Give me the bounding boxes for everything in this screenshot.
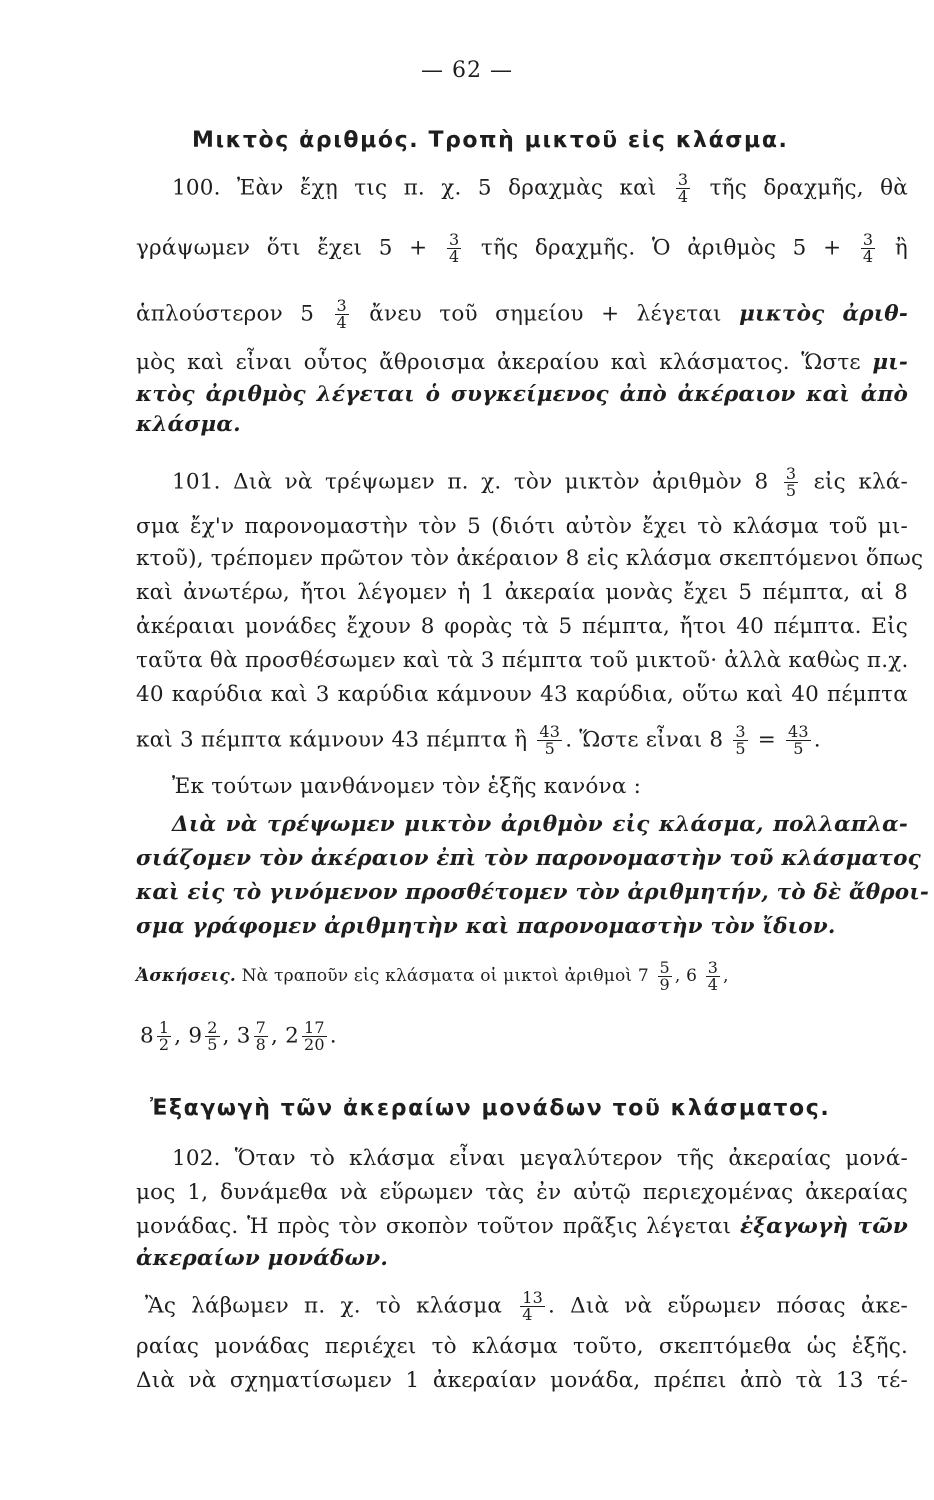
paragraph-101-line-6: ταῦτα θὰ προσθέσωμεν καὶ τὰ 3 πέμπτα τοῦ μικτοῦ· ἀλλὰ καθὼς π.χ. [136,648,909,673]
fraction-3-5: $\frac{3}{5}$ [735,722,746,758]
paragraph-102-line-3: μονάδας. Ἡ πρὸς τὸν σκοπὸν τοῦτον πρᾶξις λέγεται ἐξαγωγὴ τῶν [136,1214,908,1239]
page-number: — 62 — [421,58,513,83]
paragraph-100-line-1: 100. Ἐὰν ἔχῃ τις π. χ. 5 δραχμὰς καὶ $\frac{3}{4}$ τῆς δραχμῆς, θὰ [172,170,908,206]
section-heading-mixed-number: Μικτὸς ἀριθμός. Τροπὴ μικτοῦ εἰς κλάσμα. [192,128,789,153]
fraction-43-5: $\frac{43}{5}$ [788,722,809,758]
paragraph-100-line-6: κλάσμα. [136,412,241,437]
fraction-17-20: $\frac{17}{20}$ [303,1018,325,1054]
fraction-3-5: $\frac{3}{5}$ [785,464,797,500]
section-heading-extraction: Ἐξαγωγὴ τῶν ἀκεραίων μονάδων τοῦ κλάσματος. [150,1096,831,1121]
fraction-3-4: $\frac{3}{4}$ [448,230,460,266]
fraction-3-4: $\frac{3}{4}$ [862,230,874,266]
paragraph-100-line-2: γράψωμεν ὅτι ἔχει 5 + $\frac{3}{4}$ τῆς δραχμῆς. Ὁ ἀριθμὸς 5 + $\frac{3}{4}$ ἢ [136,230,908,266]
fraction-43-5: $\frac{43}{5}$ [539,722,561,758]
paragraph-101-line-8: καὶ 3 πέμπτα κάμνουν 43 πέμπτα ἢ $\frac{43}{5}$ . Ὥστε εἶναι 8 $\frac{3}{5}$ = $\frac{43}{5}$ . [136,722,821,758]
rule-line-4: σμα γράφομεν ἀριθμητὴν καὶ παρονομαστὴν τὸν ἴδιον. [136,914,836,939]
paragraph-101-line-4: καὶ ἀνωτέρω, ἤτοι λέγομεν ἡ 1 ἀκεραία μονὰς ἔχει 5 πέμπτα, αἱ 8 [136,580,908,605]
rule-line-3: καὶ εἰς τὸ γινόμενον προσθέτομεν τὸν ἀριθμητήν, τὸ δὲ ἄθροι- [136,880,930,905]
paragraph-100-line-3: ἁπλούστερον 5 $\frac{3}{4}$ ἄνευ τοῦ σημείου + λέγεται μικτὸς ἀριθ- [136,296,908,332]
exercises-line-2: 8 $\frac{1}{2}$ , 9 $\frac{2}{5}$ , 3 $\frac{7}{8}$ , 2 $\frac{17}{20}$ . [140,1018,337,1054]
fraction-7-8: $\frac{7}{8}$ [255,1018,266,1054]
fraction-13-4: $\frac{13}{4}$ [522,1288,543,1324]
paragraph-101-line-3: κτοῦ), τρέπομεν πρῶτον τὸν ἀκέραιον 8 εἰς κλάσμα σκεπτόμενοι ὅπως [136,546,924,571]
fraction-1-2: $\frac{1}{2}$ [158,1018,170,1054]
paragraph-101-line-2: σμα ἔχ'ν παρονομαστὴν τὸν 5 (διότι αὐτὸν ἔχει τὸ κλάσμα τοῦ μι- [136,514,908,539]
paragraph-102-line-1: 102. Ὅταν τὸ κλάσμα εἶναι μεγαλύτερον τῆς ἀκεραίας μονά- [172,1146,908,1171]
exercises-line-1: Ἀσκήσεις. Νὰ τραποῦν εἰς κλάσματα οἱ μικτοὶ ἀριθμοὶ 7 $\frac{5}{9}$ , 6 $\frac{3}{4}$ , [136,958,729,994]
fraction-3-4: $\frac{3}{4}$ [707,958,719,994]
fraction-3-4: $\frac{3}{4}$ [677,170,689,206]
paragraph-101-line-5: ἀκέραιαι μονάδες ἔχουν 8 φορὰς τὰ 5 πέμπτα, ἤτοι 40 πέμπτα. Εἰς [136,614,908,639]
paragraph-101-line-7: 40 καρύδια καὶ 3 καρύδια κάμνουν 43 καρύδια, οὕτω καὶ 40 πέμπτα [136,682,908,707]
paragraph-100-line-4: μὸς καὶ εἶναι οὗτος ἄθροισμα ἀκεραίου καὶ κλάσματος. Ὥστε μι- [136,350,908,375]
paragraph-102-line-2: μος 1, δυνάμεθα νὰ εὕρωμεν τὰς ἐν αὐτῷ περιεχομένας ἀκεραίας [136,1180,908,1205]
fraction-2-5: $\frac{2}{5}$ [207,1018,218,1054]
paragraph-102-line-5: Ἂς λάβωμεν π. χ. τὸ κλάσμα $\frac{13}{4}$ . Διὰ νὰ εὕρωμεν πόσας ἀκε- [145,1288,908,1324]
rule-line-1: Διὰ νὰ τρέψωμεν μικτὸν ἀριθμὸν εἰς κλάσμα, πολλαπλα- [172,812,908,837]
paragraph-101-line-9: Ἐκ τούτων μανθάνομεν τὸν ἑξῆς κανόνα : [172,774,642,799]
fraction-5-9: $\frac{5}{9}$ [659,958,670,994]
paragraph-101-line-1: 101. Διὰ νὰ τρέψωμεν π. χ. τὸν μικτὸν ἀριθμὸν 8 $\frac{3}{5}$ εἰς κλά- [172,464,908,500]
fraction-3-4: $\frac{3}{4}$ [336,296,347,332]
paragraph-100-line-5: κτὸς ἀριθμὸς λέγεται ὁ συγκείμενος ἀπὸ ἀκέραιον καὶ ἀπὸ [136,382,908,407]
paragraph-102-line-7: Διὰ νὰ σχηματίσωμεν 1 ἀκεραίαν μονάδα, πρέπει ἀπὸ τὰ 13 τέ- [136,1368,908,1393]
rule-line-2: σιάζομεν τὸν ἀκέραιον ἐπὶ τὸν παρονομαστὴν τοῦ κλάσματος [136,846,921,871]
paragraph-102-line-4: ἀκεραίων μονάδων. [136,1246,389,1271]
paragraph-102-line-6: ραίας μονάδας περιέχει τὸ κλάσμα τοῦτο, σκεπτόμεθα ὡς ἑξῆς. [136,1334,908,1359]
